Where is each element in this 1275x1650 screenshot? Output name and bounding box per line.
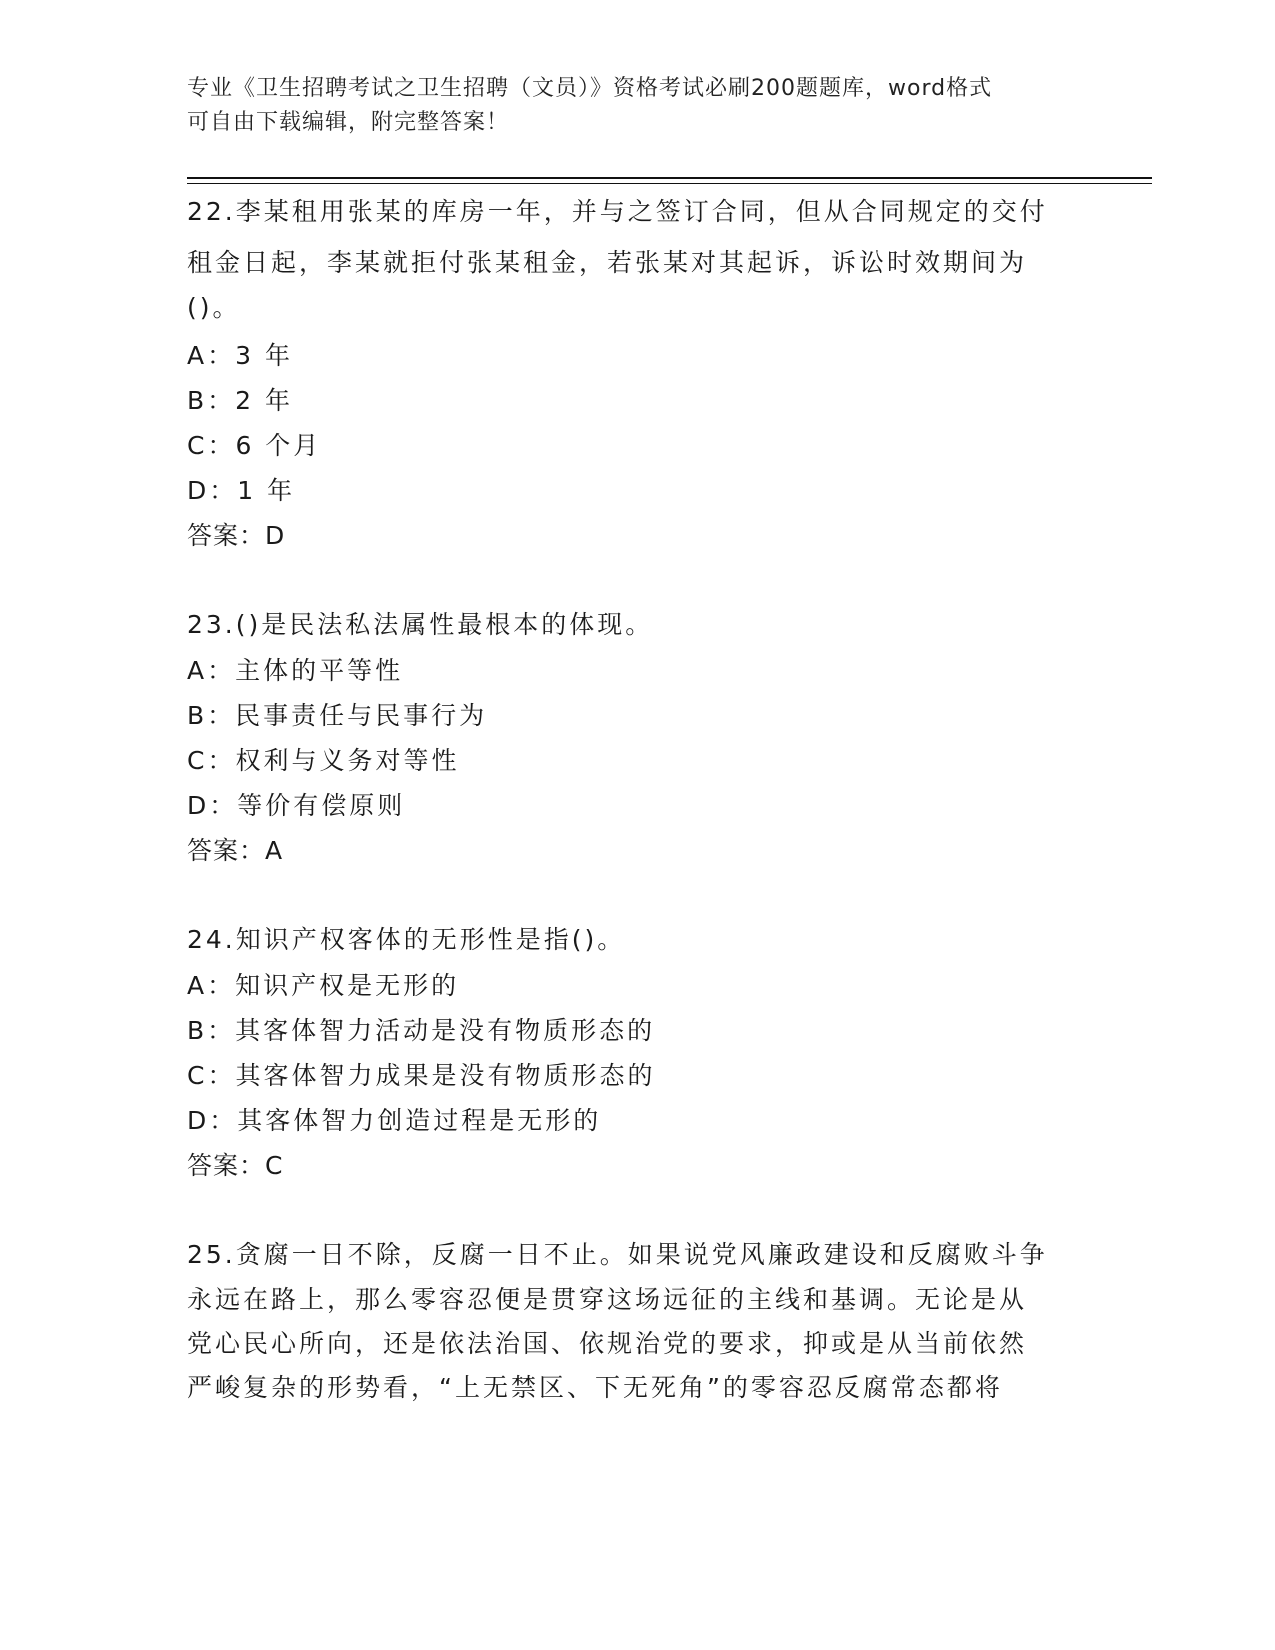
option-d: D：等价有偿原则: [187, 791, 406, 820]
header-line-2: 可自由下载编辑，附完整答案！: [187, 110, 510, 135]
question-23: [187, 601, 1087, 874]
answer-line: 答案：C: [187, 1151, 284, 1180]
question-stem-line: 25.贪腐一日不除，反腐一日不止。如果说党风廉政建设和反腐败斗争: [187, 1240, 1048, 1269]
question-stem-line: ()。: [187, 293, 241, 322]
question-stem-line: 23.()是民法私法属性最根本的体现。: [187, 610, 654, 639]
header-divider-thick: [187, 177, 1152, 179]
question-stem-line: 22.李某租用张某的库房一年，并与之签订合同，但从合同规定的交付: [187, 197, 1048, 226]
option-a: A：主体的平等性: [187, 656, 404, 685]
question-22: [187, 186, 1087, 559]
question-stem-line: 24.知识产权客体的无形性是指()。: [187, 925, 626, 954]
option-b: B：2 年: [187, 386, 294, 415]
answer-line: 答案：D: [187, 521, 286, 550]
option-b: B：民事责任与民事行为: [187, 701, 488, 730]
option-c: C：6 个月: [187, 431, 322, 460]
question-25: [187, 1231, 1087, 1410]
question-list: [187, 186, 1087, 1410]
question-stem-line: 租金日起，李某就拒付张某租金，若张某对其起诉，诉讼时效期间为: [187, 248, 1028, 277]
header-line-1: 专业《卫生招聘考试之卫生招聘（文员）》资格考试必刷200题题库，word格式: [187, 76, 993, 101]
answer-line: 答案：A: [187, 836, 284, 865]
option-d: D：其客体智力创造过程是无形的: [187, 1106, 602, 1135]
option-a: A：3 年: [187, 341, 293, 370]
header-divider-thin: [187, 183, 1152, 184]
option-c: C：其客体智力成果是没有物质形态的: [187, 1061, 656, 1090]
option-a: A：知识产权是无形的: [187, 971, 460, 1000]
question-24: [187, 916, 1087, 1189]
option-c: C：权利与义务对等性: [187, 746, 460, 775]
question-stem-line: 永远在路上，那么零容忍便是贯穿这场远征的主线和基调。无论是从: [187, 1285, 1028, 1314]
question-spacer: [187, 874, 1087, 916]
question-spacer: [187, 559, 1087, 601]
question-stem-line: 严峻复杂的形势看，“上无禁区、下无死角”的零容忍反腐常态都将: [187, 1373, 1003, 1402]
document-header: [187, 72, 1067, 140]
question-spacer: [187, 1189, 1087, 1231]
question-stem-line: 党心民心所向，还是依法治国、依规治党的要求，抑或是从当前依然: [187, 1329, 1028, 1358]
option-d: D：1 年: [187, 476, 296, 505]
option-b: B：其客体智力活动是没有物质形态的: [187, 1016, 656, 1045]
